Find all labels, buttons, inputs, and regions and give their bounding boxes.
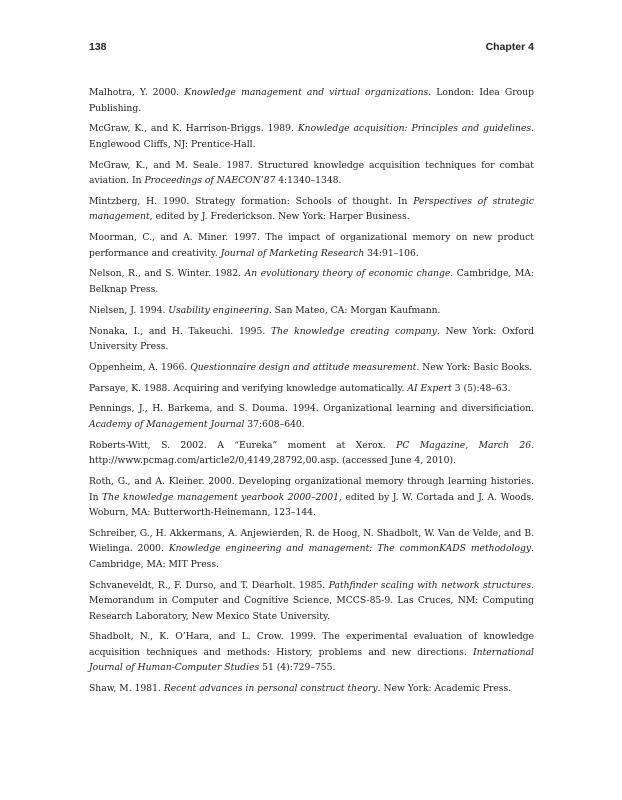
reference-title: Knowledge acquisition: Principles and guidelines [297,123,532,135]
reference-text: Malhotra, Y. 2000. [89,87,185,98]
reference-title: Journal of Marketing Research [220,247,365,259]
reference-text: . New York: Basic Books. [416,361,533,373]
reference-entry [89,158,534,189]
reference-entry [89,381,534,397]
reference-title: Proceedings of NAECON’87 [144,175,276,187]
reference-entry [89,324,534,355]
reference-text: Schvaneveldt, R., F. Durso, and T. Dearholt. 1985. [89,579,329,591]
reference-text: Nelson, R., and S. Winter. 1982. [89,268,245,280]
reference-text: Oppenheim, A. 1966. [89,361,191,373]
reference-text: 34:91–106. [364,247,419,259]
reference-text: 4:1340–1348. [275,175,342,187]
reference-title: International Journal of Human-Computer Studies [89,646,534,674]
reference-text: . Cambridge, MA: MIT Press. [89,543,534,570]
reference-entry [89,121,534,152]
reference-text: Mintzberg, H. 1990. Strategy formation: Schools of thought. In [89,195,414,207]
reference-text: . New York: Academic Press. [377,683,512,695]
reference-text: , edited by J. W. Cortada and J. A. Woods. Woburn, MA: Butterworth-Heinemann, 123–144. [89,491,534,519]
reference-text: Shaw, M. 1981. [89,683,164,695]
reference-entry [89,681,534,697]
reference-text: 51 (4):729–755. [259,662,336,674]
reference-text: , edited by J. Frederickson. New York: Harper Business. [149,211,410,223]
reference-entry [89,578,534,625]
reference-entry [89,474,534,521]
page-number: 138 [89,41,107,53]
reference-entry [89,303,534,319]
reference-title: Academy of Management Journal [89,418,245,430]
reference-entry [89,230,534,261]
reference-text: . Memorandum in Computer and Cognitive Science, MCCS-85-9. Las Cruces, NM: Computing Research Laboratory, New Mexico State University. [89,579,534,622]
reference-text: . Cambridge, MA: Belknap Press. [89,268,534,295]
reference-text: . New York: Oxford University Press. [89,325,535,353]
reference-text: Roth, G., and A. Kleiner. 2000. Developing organizational memory through learning histories. In [89,476,534,503]
reference-text: Pennings, J., H. Barkema, and S. Douma. 1994. Organizational learning and diversificiation. [89,403,534,415]
reference-text: McGraw, K., and M. Seale. 1987. Structured knowledge acquisition techniques for combat aviation. In [89,159,534,187]
reference-text: Shadbolt, N., K. O’Hara, and L. Crow. 1999. The experimental evaluation of knowledge acquisition techniques and methods: History, problems and new directions. [89,631,534,658]
reference-title: Recent advances in personal construct theory [163,683,378,695]
reference-entry [89,401,534,432]
reference-text: Parsaye, K. 1988. Acquiring and verifying knowledge automatically. [89,382,408,394]
reference-title: Usability engineering [168,304,269,316]
reference-text: 3 (5):48–63. [451,382,511,394]
reference-entry [89,194,534,225]
reference-text: . http://www.pcmag.com/article2/0,4149,28792,00.asp. (accessed June 4, 2010). [89,439,534,467]
reference-text: Schreiber, G., H. Akkermans, A. Anjewierden, R. de Hoog, N. Shadbolt, W. Van de Velde, and B. Wielinga. 2000. [89,527,534,555]
reference-text: Roberts-Witt, S. 2002. A “Eureka” moment at Xerox. [89,439,397,451]
page-header [89,41,534,57]
reference-text: Nonaka, I., and H. Takeuchi. 1995. [89,325,271,337]
reference-text: . Englewood Cliffs, NJ: Prentice-Hall. [89,123,534,150]
reference-text: . London: Idea Group Publishing. [89,87,534,114]
reference-entry [89,85,534,116]
reference-entry [89,360,534,376]
reference-entry [89,266,534,297]
reference-text: Moorman, C., and A. Miner. 1997. The impact of organizational memory on new product performance and creativity. [89,232,534,259]
reference-list [89,85,534,702]
reference-text: McGraw, K., and K. Harrison-Briggs. 1989. [89,123,298,135]
reference-title: An evolutionary theory of economic change [244,268,451,280]
reference-text: Nielsen, J. 1994. [89,304,169,316]
reference-text: . San Mateo, CA: Morgan Kaufmann. [268,304,441,316]
reference-title: Perspectives of strategic management [89,195,534,223]
reference-entry [89,629,534,676]
reference-title: Knowledge management and virtual organizations [184,87,429,98]
reference-title: Pathfinder scaling with network structures [328,579,532,591]
reference-title: The knowledge creating company [270,325,437,337]
reference-title: AI Expert [407,382,452,394]
reference-text: 37:608–640. [244,418,305,430]
reference-title: PC Magazine, March 26 [396,439,532,451]
reference-title: Questionnaire design and attitude measurement [190,361,417,373]
reference-entry [89,438,534,469]
reference-title: Knowledge engineering and management: The commonKADS methodology [168,543,532,555]
reference-title: The knowledge management yearbook 2000–2001 [102,491,339,503]
reference-entry [89,526,534,573]
chapter-label: Chapter 4 [485,41,534,53]
